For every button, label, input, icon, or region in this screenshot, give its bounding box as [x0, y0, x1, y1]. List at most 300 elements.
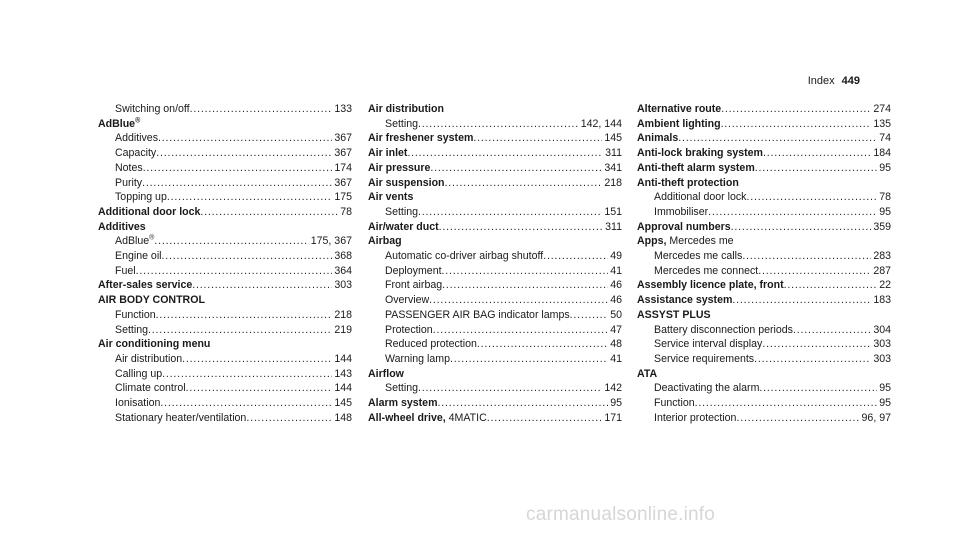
index-column-2: [368, 102, 622, 425]
page-reference: 283: [873, 250, 891, 263]
entry-term-text: Anti-lock braking system: [637, 147, 763, 160]
index-subentry: [368, 249, 622, 264]
dot-leader: [156, 146, 332, 161]
entry-term-extension: 4MATIC: [445, 411, 487, 424]
entry-term: [115, 367, 162, 382]
index-heading: [637, 278, 891, 293]
dot-leader: [708, 205, 877, 220]
entry-term: [368, 396, 438, 411]
index-entry: [637, 234, 891, 278]
entry-term: [115, 234, 154, 249]
entry-term-text: Air freshener system: [368, 132, 474, 145]
index-heading: [368, 102, 622, 117]
index-subentry: [637, 190, 891, 205]
entry-term-text: Mercedes me connect: [654, 264, 759, 277]
index-heading: [368, 396, 622, 411]
dot-leader: [160, 396, 332, 411]
index-subentry: [98, 146, 352, 161]
entry-term-text: Air distribution: [368, 103, 444, 115]
entry-term: [115, 381, 186, 396]
page-reference: 95: [879, 205, 891, 218]
page-reference: 78: [879, 191, 891, 204]
page-reference: 47: [610, 323, 622, 336]
page-reference: 144: [334, 382, 352, 395]
entry-term-text: Battery disconnection periods: [654, 323, 793, 336]
dot-leader: [154, 234, 308, 249]
entry-term-text: Overview: [385, 294, 430, 307]
page-reference: 171: [604, 411, 622, 424]
entry-term: [385, 278, 442, 293]
entry-term: [115, 396, 160, 411]
page-header: [755, 75, 860, 87]
index-entry: [637, 176, 891, 220]
entry-term: [637, 367, 657, 382]
entry-term-text: After-sales service: [98, 279, 193, 292]
index-entry: [98, 220, 352, 279]
index-subentry: [98, 161, 352, 176]
dot-leader: [433, 323, 609, 338]
page-reference: 175: [334, 191, 352, 204]
dot-leader: [186, 381, 333, 396]
entry-term-text: Additional door lock: [98, 205, 201, 218]
index-heading: [98, 205, 352, 220]
dot-leader: [429, 293, 608, 308]
entry-term-text: Deployment: [385, 264, 442, 277]
index-heading: [637, 234, 891, 249]
entry-term-text: Setting: [385, 382, 418, 395]
index-entry: [637, 102, 891, 117]
dot-leader: [445, 176, 603, 191]
page-reference: 46: [610, 279, 622, 292]
entry-term-text: ASSYST PLUS: [637, 308, 711, 321]
entry-term: [115, 161, 143, 176]
dot-leader: [167, 190, 332, 205]
entry-term: [115, 146, 156, 161]
index-subentry: [98, 264, 352, 279]
entry-term: [637, 131, 678, 146]
dot-leader: [156, 308, 333, 323]
index-subentry: [637, 396, 891, 411]
page-reference: 133: [334, 103, 352, 115]
entry-term: [115, 102, 190, 117]
page-reference: 151: [604, 205, 622, 218]
dot-leader: [430, 161, 602, 176]
entry-term: [654, 264, 758, 279]
index-heading: [368, 146, 622, 161]
page-reference: 143: [334, 367, 352, 380]
index-subentry: [637, 381, 891, 396]
entry-term-text: Setting: [385, 117, 418, 130]
dot-leader: [758, 264, 871, 279]
entry-term: [654, 411, 736, 426]
index-heading: [368, 176, 622, 191]
dot-leader: [763, 146, 871, 161]
entry-term: [385, 337, 477, 352]
entry-term: [98, 117, 140, 132]
entry-term: [98, 293, 205, 308]
entry-term: [115, 323, 148, 338]
entry-term: [654, 323, 793, 338]
entry-term-text: Ionisation: [115, 397, 161, 410]
index-subentry: [98, 323, 352, 338]
watermark-logo: carmanualsonline.info: [526, 504, 716, 525]
page-number: 449: [841, 75, 860, 87]
entry-term: [115, 131, 158, 146]
entry-term-text: AdBlue: [98, 117, 136, 130]
entry-term: [637, 278, 784, 293]
page-reference: 95: [879, 161, 891, 174]
entry-term-text: Additional door lock: [654, 191, 747, 204]
dot-leader: [136, 264, 333, 279]
entry-term-text: Climate control: [115, 382, 186, 395]
index-heading: [368, 190, 622, 205]
entry-term: [654, 352, 754, 367]
dot-leader: [192, 278, 332, 293]
entry-term-text: Mercedes me calls: [654, 250, 743, 263]
entry-term-text: All-wheel drive,: [368, 411, 446, 424]
dot-leader: [182, 352, 332, 367]
dot-leader: [721, 102, 871, 117]
page-reference: 48: [610, 338, 622, 351]
entry-term-text: Air pressure: [368, 161, 431, 174]
page-reference: 341: [604, 161, 622, 174]
page-reference: 96, 97: [861, 411, 891, 424]
entry-term-text: Apps,: [637, 235, 667, 248]
entry-term-text: Assembly licence plate, front: [637, 279, 784, 292]
page-reference: 184: [873, 147, 891, 160]
entry-term: [98, 278, 192, 293]
dot-leader: [732, 293, 871, 308]
page-reference: 22: [879, 279, 891, 292]
dot-leader: [246, 411, 332, 426]
entry-term: [115, 352, 182, 367]
entry-term-text: Air conditioning menu: [98, 338, 211, 351]
dot-leader: [158, 131, 332, 146]
dot-leader: [746, 190, 877, 205]
entry-term-text: Approval numbers: [637, 220, 731, 233]
dot-leader: [754, 352, 871, 367]
entry-term: [385, 352, 450, 367]
index-entry: [368, 234, 622, 366]
entry-term: [98, 337, 210, 352]
entry-term: [654, 381, 759, 396]
entry-term-text: Service requirements: [654, 352, 755, 365]
entry-term-text: AdBlue: [115, 235, 150, 248]
dot-leader: [695, 396, 878, 411]
entry-term-text: Ambient lighting: [637, 117, 721, 130]
index-heading: [637, 161, 891, 176]
entry-term: [654, 205, 708, 220]
page-reference: 41: [610, 264, 622, 277]
dot-leader: [200, 205, 338, 220]
dot-leader: [678, 131, 877, 146]
dot-leader: [759, 381, 877, 396]
entry-term: [115, 176, 142, 191]
index-subentry: [98, 190, 352, 205]
page-reference: 219: [334, 323, 352, 336]
index-entry: [637, 367, 891, 426]
entry-term: [98, 220, 146, 235]
page-reference: 175, 367: [310, 235, 352, 248]
dot-leader: [438, 396, 609, 411]
index-entry: [637, 278, 891, 293]
entry-term: [368, 234, 402, 249]
index-heading: [368, 411, 622, 426]
index-entry: [98, 102, 352, 117]
entry-term: [368, 411, 487, 426]
index-entry: [98, 278, 352, 293]
index-heading: [637, 308, 891, 323]
page-reference: 287: [873, 264, 891, 277]
page-reference: 183: [873, 294, 891, 307]
entry-term-text: Air/water duct: [368, 220, 439, 233]
index-subentry: [368, 205, 622, 220]
entry-term-text: Animals: [637, 132, 679, 145]
index-entry: [98, 205, 352, 220]
index-heading: [637, 102, 891, 117]
index-entry: [368, 411, 622, 426]
entry-term-text: Air vents: [368, 191, 414, 204]
index-subentry: [637, 411, 891, 426]
page-reference: 303: [873, 352, 891, 365]
entry-term: [637, 161, 755, 176]
page-reference: 145: [334, 397, 352, 410]
entry-term-extension: Mercedes me: [666, 235, 734, 248]
index-subentry: [368, 381, 622, 396]
entry-term: [368, 220, 439, 235]
index-entry: [368, 176, 622, 191]
entry-term-text: Interior protection: [654, 411, 737, 424]
page-reference: 95: [610, 397, 622, 410]
index-entry: [368, 396, 622, 411]
index-subentry: [98, 352, 352, 367]
entry-term-text: PASSENGER AIR BAG indicator lamps: [385, 308, 570, 321]
index-subentry: [98, 411, 352, 426]
entry-term-text: ATA: [637, 367, 658, 380]
entry-term-text: Front airbag: [385, 279, 443, 292]
page-reference: 50: [610, 308, 622, 321]
entry-term: [368, 161, 430, 176]
index-entry: [637, 117, 891, 132]
entry-term: [115, 264, 136, 279]
index-entry: [98, 117, 352, 205]
entry-term: [385, 117, 418, 132]
index-entry: [637, 131, 891, 146]
entry-term: [115, 308, 156, 323]
entry-term-text: Function: [654, 397, 695, 410]
index-subentry: [368, 308, 622, 323]
entry-term: [637, 117, 721, 132]
index-heading: [368, 367, 622, 382]
page-reference: 135: [873, 117, 891, 130]
index-subentry: [637, 205, 891, 220]
index-subentry: [637, 264, 891, 279]
page-reference: 367: [334, 147, 352, 160]
dot-leader: [731, 220, 872, 235]
entry-term-text: Stationary heater/ventilation: [115, 411, 247, 424]
page-reference: 274: [873, 103, 891, 115]
dot-leader: [755, 161, 877, 176]
index-subentry: [98, 396, 352, 411]
dot-leader: [142, 176, 332, 191]
index-entry: [368, 131, 622, 146]
entry-term-text: AIR BODY CONTROL: [98, 294, 205, 307]
dot-leader: [442, 278, 608, 293]
index-heading: [98, 117, 352, 132]
entry-term-text: Deactivating the alarm: [654, 382, 760, 395]
index-subentry: [637, 352, 891, 367]
page-reference: 218: [604, 176, 622, 189]
index-entry: [98, 293, 352, 337]
entry-term-text: Switching on/off: [115, 103, 190, 115]
index-heading: [368, 131, 622, 146]
entry-term: [368, 176, 445, 191]
index-subentry: [98, 102, 352, 117]
entry-term: [637, 234, 734, 249]
index-heading: [98, 278, 352, 293]
entry-term: [654, 337, 762, 352]
dot-leader: [418, 381, 602, 396]
index-subentry: [98, 176, 352, 191]
index-subentry: [98, 367, 352, 382]
index-subentry: [368, 117, 622, 132]
index-entry: [368, 367, 622, 396]
registered-mark: ®: [149, 234, 155, 242]
page-reference: 41: [610, 352, 622, 365]
page-reference: 78: [340, 205, 352, 218]
entry-term: [385, 249, 543, 264]
entry-term-text: Function: [115, 308, 156, 321]
index-entry: [368, 220, 622, 235]
index-entry: [368, 190, 622, 219]
entry-term: [654, 396, 695, 411]
page-reference: 95: [879, 397, 891, 410]
entry-term: [637, 308, 711, 323]
entry-term: [368, 146, 407, 161]
entry-term: [368, 367, 404, 382]
dot-leader: [190, 102, 333, 117]
page-reference: 95: [879, 382, 891, 395]
entry-term-text: Alarm system: [368, 397, 438, 410]
entry-term: [654, 190, 746, 205]
entry-term: [385, 264, 442, 279]
page-reference: 311: [605, 220, 622, 233]
entry-term: [115, 249, 162, 264]
entry-term: [637, 220, 731, 235]
index-entry: [368, 146, 622, 161]
index-entry: [368, 161, 622, 176]
entry-term: [637, 146, 763, 161]
index-subentry: [368, 278, 622, 293]
index-subentry: [98, 308, 352, 323]
page-reference: 46: [610, 294, 622, 307]
dot-leader: [473, 131, 602, 146]
index-subentry: [637, 337, 891, 352]
entry-term-text: Assistance system: [637, 294, 733, 307]
page-reference: 303: [873, 338, 891, 351]
dot-leader: [418, 117, 579, 132]
index-entry: [637, 161, 891, 176]
entry-term: [385, 323, 433, 338]
page-reference: 367: [334, 132, 352, 145]
page-reference: 144: [334, 352, 352, 365]
page-reference: 74: [879, 132, 891, 145]
entry-term-text: Air inlet: [368, 147, 408, 160]
entry-term: [98, 205, 200, 220]
entry-term: [115, 411, 246, 426]
index-subentry: [98, 234, 352, 249]
page-reference: 142: [604, 382, 622, 395]
entry-term-text: Air distribution: [115, 352, 183, 365]
index-entry: [637, 308, 891, 367]
index-column-3: [637, 102, 891, 425]
index-heading: [637, 146, 891, 161]
dot-leader: [162, 367, 332, 382]
entry-term: [385, 308, 570, 323]
index-heading: [98, 293, 352, 308]
dot-leader: [439, 220, 603, 235]
index-subentry: [98, 381, 352, 396]
entry-term-text: Calling up: [115, 367, 163, 380]
page-reference: 145: [604, 132, 622, 145]
entry-term-text: Automatic co-driver airbag shutoff: [385, 250, 544, 263]
entry-term-text: Service interval display: [654, 338, 763, 351]
entry-term-text: Setting: [115, 323, 148, 336]
index-heading: [368, 234, 622, 249]
index-heading: [637, 131, 891, 146]
entry-term: [368, 102, 444, 117]
index-heading: [637, 117, 891, 132]
dot-leader: [742, 249, 871, 264]
page-reference: 367: [334, 176, 352, 189]
page-reference: 311: [605, 147, 622, 160]
page-reference: 148: [334, 411, 352, 424]
entry-term-text: Additives: [98, 220, 146, 233]
index-heading: [637, 293, 891, 308]
entry-term-text: Protection: [385, 323, 433, 336]
page-reference: 368: [334, 250, 352, 263]
entry-term-text: Warning lamp: [385, 352, 450, 365]
entry-term: [637, 176, 739, 191]
entry-term-text: Airflow: [368, 367, 404, 380]
entry-term: [368, 131, 473, 146]
page-reference: 359: [873, 220, 891, 233]
index-heading: [98, 337, 352, 352]
entry-term: [115, 190, 167, 205]
page-reference: 49: [610, 250, 622, 263]
dot-leader: [162, 249, 333, 264]
index-subentry: [98, 249, 352, 264]
page-reference: 174: [334, 161, 352, 174]
dot-leader: [736, 411, 859, 426]
index-entry: [368, 102, 622, 131]
entry-term-text: Fuel: [115, 264, 136, 277]
index-heading: [637, 220, 891, 235]
entry-term-text: Purity: [115, 176, 143, 189]
dot-leader: [418, 205, 602, 220]
dot-leader: [477, 337, 608, 352]
index-heading: [637, 176, 891, 191]
dot-leader: [784, 278, 878, 293]
index-heading: [368, 161, 622, 176]
entry-term-text: Anti-theft alarm system: [637, 161, 755, 174]
index-subentry: [368, 293, 622, 308]
entry-term-text: Reduced protection: [385, 338, 477, 351]
dot-leader: [762, 337, 871, 352]
index-subentry: [368, 337, 622, 352]
index-entry: [637, 293, 891, 308]
index-entry: [98, 337, 352, 425]
